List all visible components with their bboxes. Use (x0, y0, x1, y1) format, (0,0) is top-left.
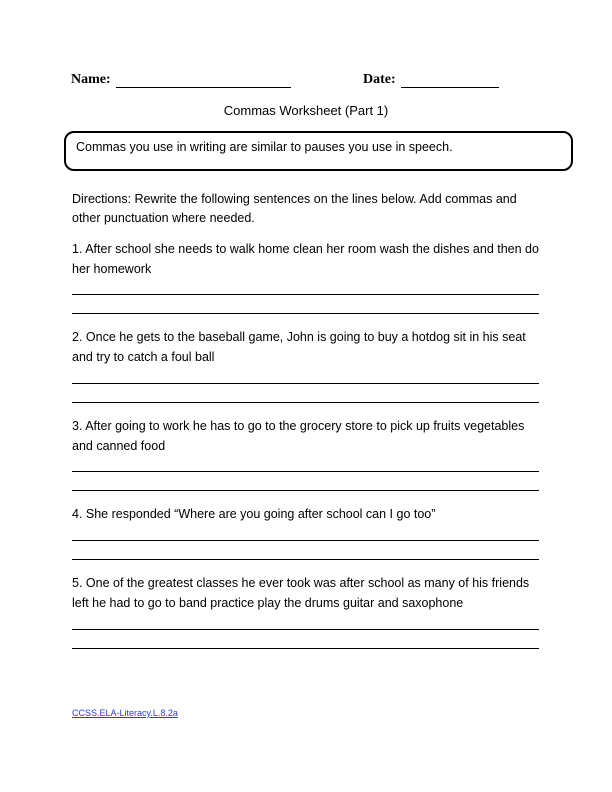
date-blank-line[interactable] (401, 73, 499, 88)
answer-line[interactable] (72, 540, 539, 541)
directions-text: Directions: Rewrite the following sentences on the lines below. Add commas and other punctuation where needed. (72, 192, 517, 225)
answer-line[interactable] (72, 313, 539, 314)
answer-line[interactable] (72, 294, 539, 295)
standard-link[interactable]: CCSS.ELA-Literacy.L.8.2a (72, 708, 178, 718)
name-label: Name: (71, 72, 111, 87)
answer-line[interactable] (72, 490, 539, 491)
answer-line[interactable] (72, 402, 539, 403)
page-title: Commas Worksheet (Part 1) (223, 103, 389, 118)
intro-text: Commas you use in writing are similar to pauses you use in speech. (76, 140, 453, 154)
question-4: 4. She responded “Where are you going after school can I go too” (72, 507, 436, 521)
question-3: 3. After going to work he has to go to the grocery store to pick up fruits vegetables and canned food (72, 419, 525, 453)
intro-box (64, 131, 573, 171)
question-1: 1. After school she needs to walk home clean her room wash the dishes and then do her homework (72, 242, 539, 276)
date-label: Date: (363, 72, 396, 87)
header-row (71, 72, 541, 92)
answer-line[interactable] (72, 559, 539, 560)
question-5: 5. One of the greatest classes he ever took was after school as many of his friends left he had to go to band practice play the drums guitar and saxophone (72, 576, 530, 610)
date-field[interactable] (363, 72, 499, 88)
name-field[interactable] (71, 72, 291, 88)
answer-line[interactable] (72, 383, 539, 384)
name-blank-line[interactable] (116, 73, 291, 88)
answer-line[interactable] (72, 629, 539, 630)
question-2: 2. Once he gets to the baseball game, John is going to buy a hotdog sit in his seat and try to catch a foul ball (72, 330, 526, 364)
answer-line[interactable] (72, 648, 539, 649)
answer-line[interactable] (72, 471, 539, 472)
